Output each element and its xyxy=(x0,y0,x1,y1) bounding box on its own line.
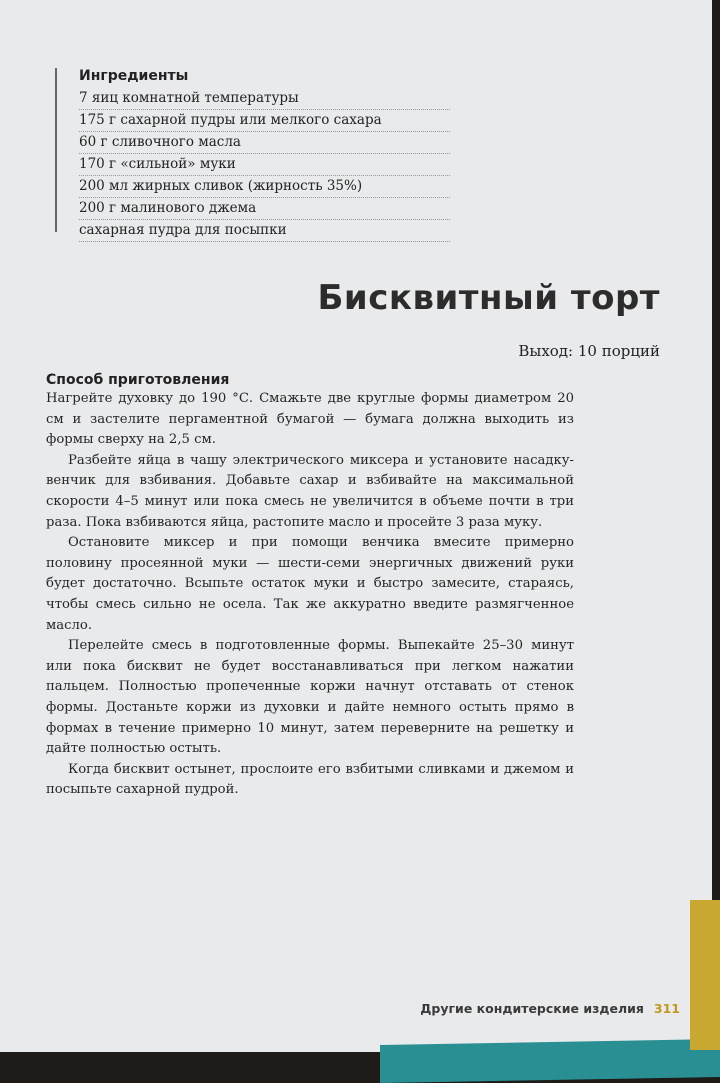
method-paragraph: Остановите миксер и при помощи венчика вмесите примерно половину просеянной муки — шести-семи энергичных движений руки будет достаточно. Всыпьте остаток муки и быстро замесите, стараясь, чтобы смесь сильно не осела. Так же аккуратно введите размягченное масло. xyxy=(46,535,574,633)
recipe-yield: Выход: 10 порций xyxy=(518,342,660,360)
ingredient-item: 170 г «сильной» муки xyxy=(79,154,450,176)
ingredient-item: 7 яиц комнатной температуры xyxy=(79,88,450,110)
book-edge-side xyxy=(690,900,720,1050)
page-number: 311 xyxy=(653,1001,680,1016)
ingredient-item: 200 г малинового джема xyxy=(79,198,450,220)
method-paragraph: Перелейте смесь в подготовленные формы. Выпекайте 25–30 минут или пока бисквит не будет восстанавливаться при легком нажатии пальцем. Полностью пропеченные коржи начнут отставать от стенок формы. Достаньте коржи из духовки и дайте немного остыть прямо в формах в течение примерно 10 минут, затем переверните на решетку и дайте полностью остыть. xyxy=(46,638,574,757)
ingredients-heading: Ингредиенты xyxy=(79,68,189,84)
page-footer xyxy=(390,1001,680,1016)
recipe-title: Бисквитный торт xyxy=(317,278,660,318)
ingredient-item: 200 мл жирных сливок (жирность 35%) xyxy=(79,176,450,198)
book-edge xyxy=(380,1039,720,1083)
method-paragraph: Нагрейте духовку до 190 °С. Смажьте две круглые формы диаметром 20 см и застелите пергаментной бумагой — бумага должна выходить из формы сверху на 2,5 см. xyxy=(46,391,574,448)
ingredients-box xyxy=(55,68,450,238)
ingredient-item: сахарная пудра для посыпки xyxy=(79,220,450,242)
ingredient-item: 175 г сахарной пудры или мелкого сахара xyxy=(79,110,450,132)
ingredient-item: 60 г сливочного масла xyxy=(79,132,450,154)
ingredients-list xyxy=(79,88,450,242)
method-paragraph: Разбейте яйца в чашу электрического миксера и установите насадку-венчик для взбивания. Добавьте сахар и взбивайте на максимальной скорости 4–5 минут или пока смесь не увеличится в объеме почти в три раза. Пока взбиваются яйца, растопите масло и просейте 3 раза муку. xyxy=(46,452,574,530)
section-name: Другие кондитерские изделия xyxy=(420,1001,644,1016)
method-section xyxy=(46,372,574,801)
method-heading: Способ приготовления xyxy=(46,372,230,388)
method-paragraph: Когда бисквит остынет, прослоите его взбитыми сливками и джемом и посыпьте сахарной пудрой. xyxy=(46,761,574,798)
